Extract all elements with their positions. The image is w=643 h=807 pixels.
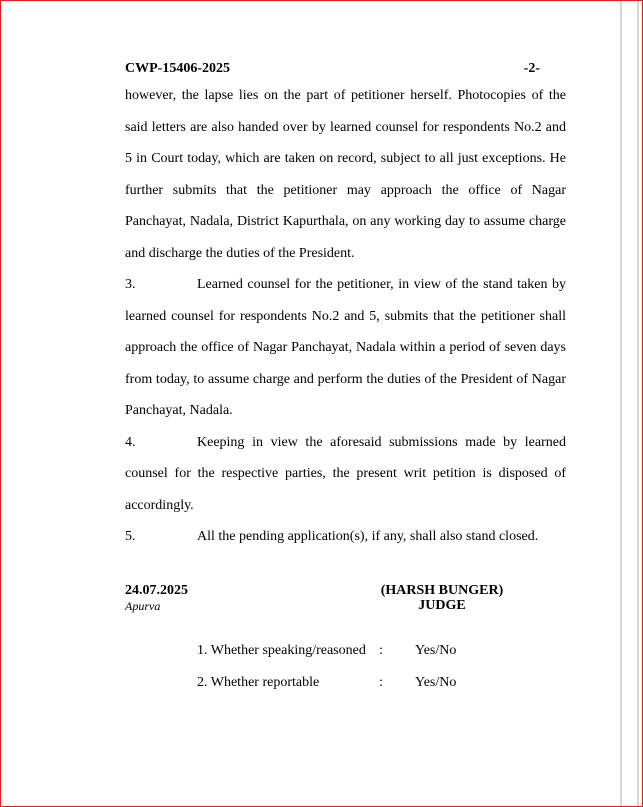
case-number: CWP-15406-2025 [125,61,230,76]
judge-name: (HARSH BUNGER) [380,582,504,598]
page-header [125,58,566,80]
date-block [125,583,188,613]
paragraph-number: 5. [125,529,136,544]
question-label: 2. Whether reportable [197,674,320,690]
order-date: 24.07.2025 [125,582,188,598]
paragraph-5 [125,521,566,553]
paragraph-text: Learned counsel for the petitioner, in view of the stand taken by learned counsel for respondents No.2 and 5, submits that the petitioner shall approach the office of Nagar Panchayat, Nadala within a period of seven days from today, to assume charge and perform the duties of the President of Nagar Panchayat, Nadala. [125,277,566,418]
paragraph-4 [125,427,566,522]
page-edge-right [637,1,639,806]
paragraph-text: Keeping in view the aforesaid submissions made by learned counsel for the respective parties, the present writ petition is disposed of accordingly. [125,434,566,513]
question-row [197,667,566,699]
question-colon: : [379,642,383,658]
document-page [125,58,566,699]
author-name: Apurva [125,598,161,613]
paragraph-continued: however, the lapse lies on the part of petitioner herself. Photocopies of the said letters are also handed over by learned counsel for respondents No.2 and 5 in Court today, which are taken on record, subject to all just exceptions. He further submits that the petitioner may approach the office of Nagar Panchayat, Nadala, District Kapurthala, on any working day to assume charge and discharge the duties of the President. [125,88,566,261]
page-number: -2- [523,61,540,76]
page-edge-left [620,1,622,806]
spacer [125,613,566,635]
question-value: Yes/No [415,674,457,690]
paragraph-number: 4. [125,434,136,450]
question-label: 1. Whether speaking/reasoned [197,642,366,658]
question-colon: : [379,674,383,690]
question-value: Yes/No [415,642,457,658]
judge-title: JUDGE [418,597,466,613]
question-row [197,635,566,667]
paragraph-number: 3. [125,277,136,292]
spacer [125,553,566,583]
paragraph-3 [125,269,566,427]
paragraph-text: All the pending application(s), if any, shall also stand closed. [197,529,539,544]
signature-block [125,583,566,613]
judge-block [372,583,512,613]
